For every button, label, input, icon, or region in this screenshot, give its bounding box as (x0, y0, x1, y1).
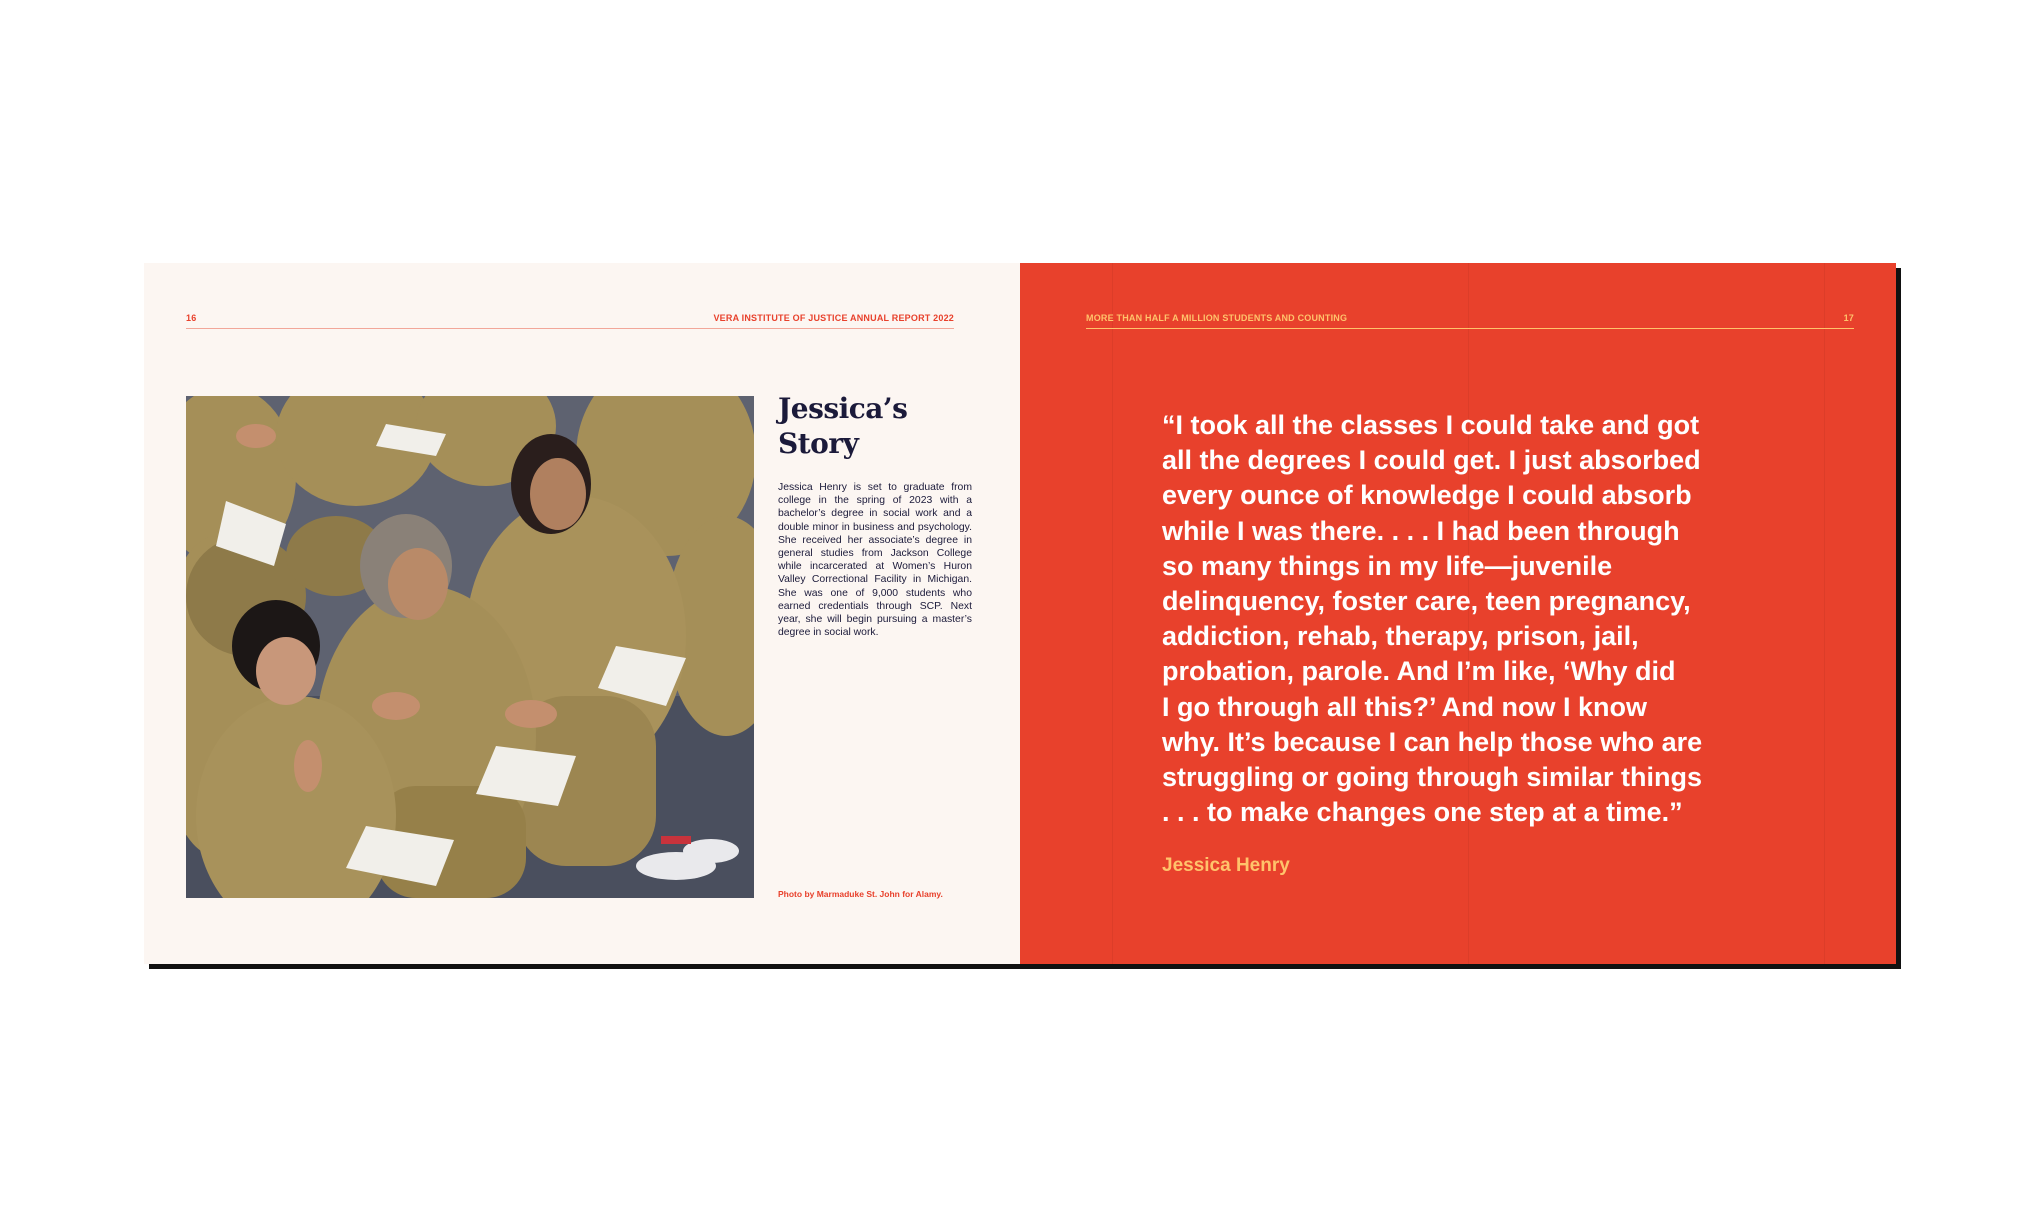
story-body: Jessica Henry is set to graduate from college in the spring of 2023 with a bachelor’s degree in social work and a double minor in business and psychology. She received her associate’s degree in general studies from Jackson College while incarcerated at Women’s Huron Valley Correctional Facility in Michigan. She was one of 9,000 students who earned credentials through SCP. Next year, she will begin pursuing a master’s degree in social work. (778, 482, 972, 639)
header-rule-right (1086, 328, 1854, 329)
report-spread (144, 263, 1896, 964)
running-header-left: VERA INSTITUTE OF JUSTICE ANNUAL REPORT 2022 (713, 313, 954, 323)
pull-quote: “I took all the classes I could take and got all the degrees I could get. I just absorbed every ounce of knowledge I could absorb while I was there. . . . I had been through so many things in my life—juvenile delinquency, foster care, teen pregnancy, addiction, rehab, therapy, prison, jail, probation, parole. And I’m like, ‘Why did I go through all this?’ And now I know why. It’s because I can help those who are struggling or going through similar things . . . to make changes one step at a time.” (1162, 410, 1703, 828)
right-page (1020, 263, 1896, 964)
running-header-right: MORE THAN HALF A MILLION STUDENTS AND COUNTING (1086, 313, 1348, 323)
page-number-right: 17 (1843, 313, 1854, 323)
left-page (144, 263, 1020, 964)
classroom-photo (186, 396, 754, 898)
quote-attribution: Jessica Henry (1162, 855, 1290, 876)
page-number-left: 16 (186, 313, 197, 323)
header-rule-left (186, 328, 954, 329)
grid-guide (1112, 263, 1113, 964)
story-title: Jessica’s Story (778, 392, 908, 460)
grid-guide (1824, 263, 1825, 964)
photo-credit: Photo by Marmaduke St. John for Alamy. (778, 889, 943, 899)
